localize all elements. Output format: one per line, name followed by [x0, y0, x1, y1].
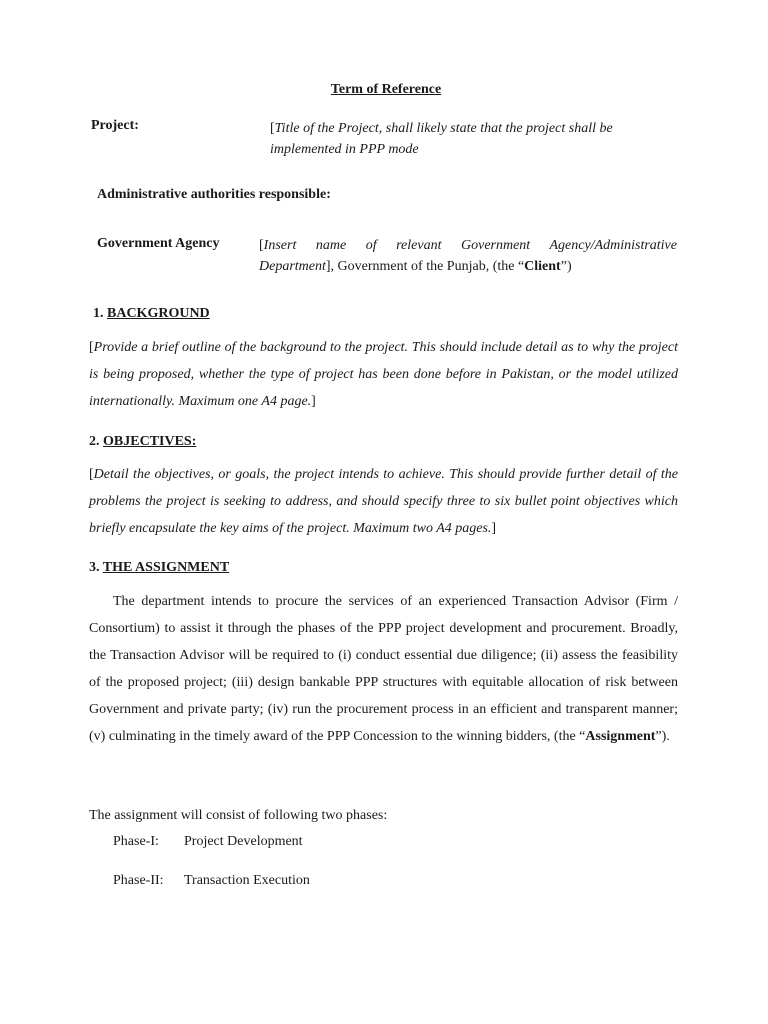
project-open-bracket: [	[270, 121, 275, 136]
admin-authorities-heading: Administrative authorities responsible:	[97, 187, 331, 202]
phase-name: Transaction Execution	[184, 873, 310, 888]
assignment-term: Assignment	[585, 729, 656, 744]
section-heading-objectives: 2. OBJECTIVES:	[89, 434, 197, 449]
client-term: Client	[524, 259, 561, 274]
phase-label: Phase-II:	[113, 873, 164, 888]
phase-label: Phase-I:	[113, 834, 159, 849]
phase-item	[113, 834, 303, 850]
phase-name: Project Development	[184, 834, 303, 849]
project-value	[270, 118, 613, 160]
page-title: Term of Reference	[330, 82, 442, 97]
project-label: Project:	[91, 118, 139, 133]
agency-label: Government Agency	[97, 236, 220, 251]
phases-intro: The assignment will consist of following two phases:	[89, 808, 388, 823]
project-value-line2: implemented in PPP mode	[270, 142, 419, 157]
phase-item	[113, 873, 310, 889]
agency-value	[259, 235, 677, 277]
section-heading-assignment: 3. THE ASSIGNMENT	[89, 560, 230, 575]
assignment-paragraph: The department intends to procure the services of an experienced Transaction Advisor (Firm / Consortium) to assist it through the phases of the PPP project development and procurement. Broadly, the Transaction Advisor will be required to (i) conduct essential due diligence; (ii) assess the feasibility of the proposed project; (iii) design bankable PPP structures with equitable allocation of risk between Government and private party; (iv) run the procurement process in an efficient and transparent manner; (v) culminating in the timely award of the PPP Concession to the winning bidders, (the “Assignment”).	[89, 594, 678, 744]
project-value-line1: Title of the Project, shall likely state that the project shall be	[274, 121, 613, 136]
objectives-text: [Detail the objectives, or goals, the project intends to achieve. This should provide further detail of the problems the project is seeking to address, and should specify three to six bullet point objectives which briefly encapsulate the key aims of the project. Maximum two A4 pages.]	[89, 467, 678, 536]
agency-value-line2: Department], Government of the Punjab, (the “Client”)	[259, 259, 572, 274]
agency-value-line1: [Insert name of relevant Government Agency/Administrative	[259, 238, 677, 253]
background-text: [Provide a brief outline of the background to the project. This should include detail as to why the project is being proposed, whether the type of project has been done before in Pakistan, or the model utilized internationally. Maximum one A4 page.]	[89, 340, 678, 409]
section-heading-background: 1. BACKGROUND	[93, 306, 210, 321]
